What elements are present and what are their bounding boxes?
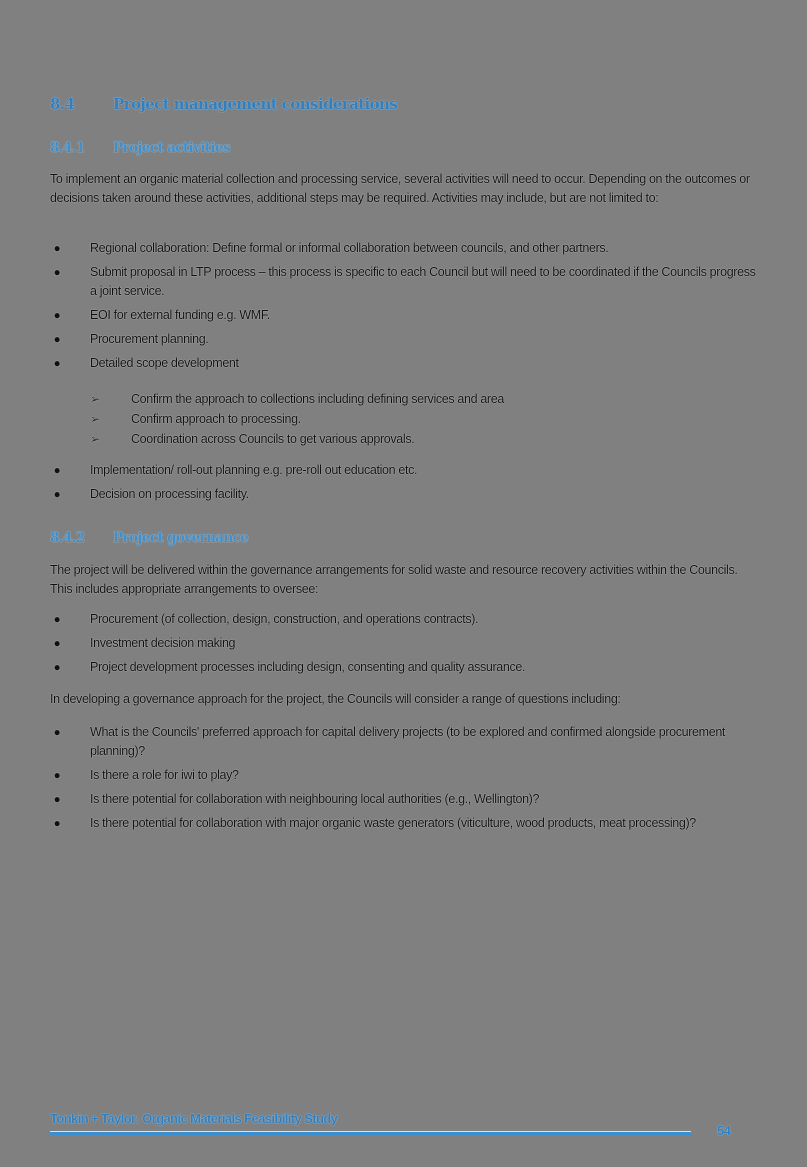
activities-bullet-list-continued [50,461,760,509]
section-number: 8.4 [50,95,75,113]
footer-title: Tonkin + Taylor: Organic Materials Feasibility Study [50,1111,338,1126]
list-item: ● Regional collaboration: Define formal or informal collaboration between councils, and other partners. [50,239,760,258]
subsection-title: Project activities [113,140,230,156]
governance-questions-intro: In developing a governance approach for the project, the Councils will consider a range of questions including: [50,692,621,706]
bullet-icon: ● [53,356,61,370]
bullet-icon: ● [53,463,61,477]
scope-sub-list [90,389,750,449]
sub-list-item: ➢ Confirm approach to processing. [90,409,750,429]
bullet-icon: ● [53,636,61,650]
activities-intro-paragraph: To implement an organic material collection and processing service, several activities will need to occur. Depending on the outcomes or decisions taken around these activities, additional steps may be required. Activities may include, but are not limited to: [50,172,750,205]
bullet-icon: ● [53,660,61,674]
bullet-icon: ● [53,792,61,806]
bullet-icon: ● [53,816,61,830]
list-item: ● Procurement planning. [50,330,760,349]
list-item: ● Detailed scope development [50,354,760,373]
sub-list-item: ➢ Confirm the approach to collections including defining services and area [90,389,750,409]
subsection-heading-governance [50,530,248,546]
governance-bullet-list [50,610,760,682]
bullet-icon: ● [53,612,61,626]
activities-bullet-list [50,239,760,378]
bullet-icon: ● [53,725,61,739]
subsection-heading-activities [50,140,230,156]
bullet-icon: ● [53,332,61,346]
list-item: ● Decision on processing facility. [50,485,760,504]
governance-questions-list [50,723,760,838]
subsection-title: Project governance [113,530,249,546]
list-item: ● EOI for external funding e.g. WMF. [50,306,760,325]
bullet-icon: ● [53,768,61,782]
section-heading [50,95,397,113]
list-item: ● Is there potential for collaboration with major organic waste generators (viticulture, wood products, meat processing)? [50,814,760,833]
list-item: ● Is there potential for collaboration with neighbouring local authorities (e.g., Wellington)? [50,790,760,809]
bullet-icon: ● [53,308,61,322]
bullet-icon: ● [53,241,61,255]
page-number: 54 [717,1123,731,1138]
governance-intro-paragraph: The project will be delivered within the governance arrangements for solid waste and resource recovery activities within the Councils. This includes appropriate arrangements to oversee: [50,563,738,596]
arrow-bullet-icon: ➢ [90,432,100,446]
bullet-icon: ● [53,265,61,279]
subsection-number: 8.4.2 [50,530,85,546]
footer-divider [50,1131,691,1135]
list-item: ● Project development processes including design, consenting and quality assurance. [50,658,760,677]
list-item: ● Procurement (of collection, design, construction, and operations contracts). [50,610,760,629]
section-title: Project management considerations [113,95,398,113]
list-item: ● What is the Councils' preferred approach for capital delivery projects (to be explored and confirmed alongside procurement planning)? [50,723,760,761]
bullet-icon: ● [53,487,61,501]
list-item: ● Submit proposal in LTP process – this process is specific to each Council but will need to be coordinated if the Councils progress a joint service. [50,263,760,301]
list-item: ● Is there a role for iwi to play? [50,766,760,785]
sub-list-item: ➢ Coordination across Councils to get various approvals. [90,429,750,449]
arrow-bullet-icon: ➢ [90,392,100,406]
list-item: ● Investment decision making [50,634,760,653]
subsection-number: 8.4.1 [50,140,85,156]
arrow-bullet-icon: ➢ [90,412,100,426]
list-item: ● Implementation/ roll-out planning e.g. pre-roll out education etc. [50,461,760,480]
